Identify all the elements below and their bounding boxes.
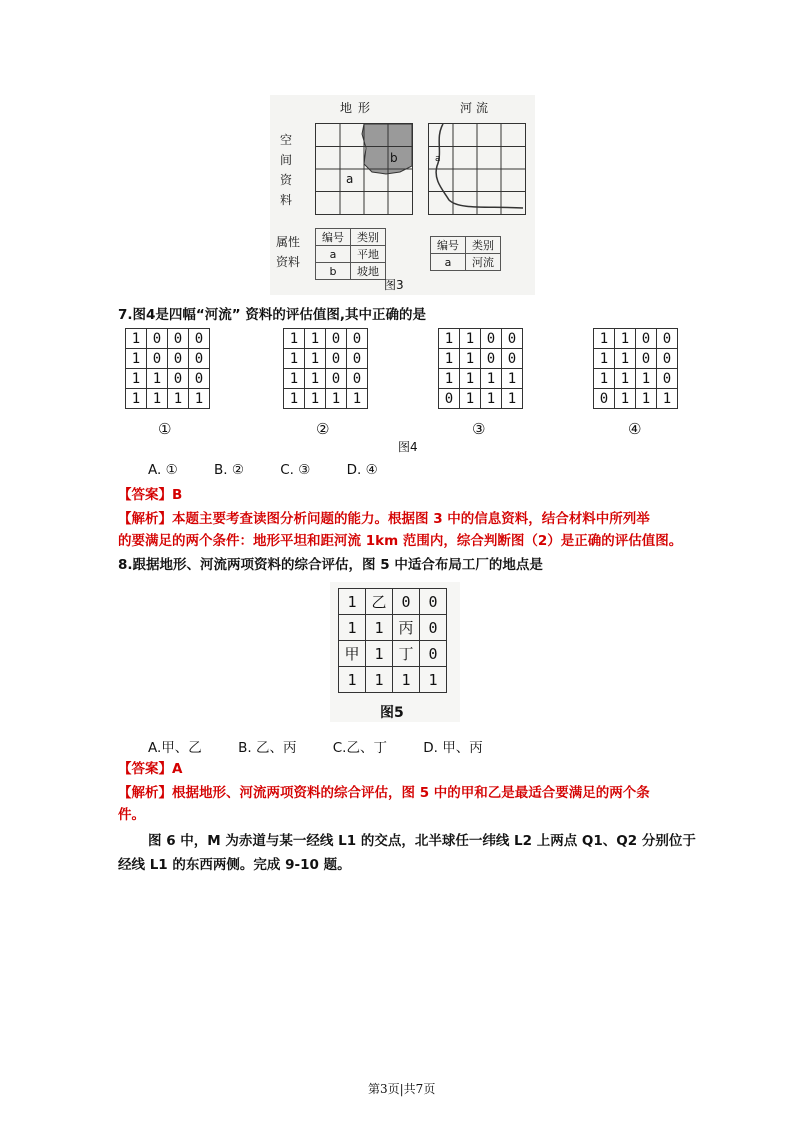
river-grid [428,123,526,215]
grid-cell: 0 [420,641,447,667]
fig3-title-terrain: 地形 [340,101,377,115]
side-char: 间 [280,153,293,167]
q8-text: 8.跟据地形、河流两项资料的综合评估，图 5 中适合布局工厂的地点是 [118,557,543,573]
terrain-map [316,124,412,214]
grid-cell: 0 [347,349,368,369]
grid-cell: 0 [168,369,189,389]
grid-cell: 1 [147,369,168,389]
grid-cell: 0 [168,349,189,369]
grid-cell: 1 [366,615,393,641]
grid-cell: 甲 [339,641,366,667]
grid-cell: 1 [460,329,481,349]
table-cell: b [316,263,351,280]
side-char: 空 [280,133,293,147]
grid-cell: 0 [657,329,678,349]
grid-cell: 1 [615,389,636,409]
option-c[interactable]: C. ③ [280,462,311,478]
grid-cell: 1 [126,349,147,369]
option-c[interactable]: C.乙、丁 [332,740,387,756]
option-d[interactable]: D. 甲、丙 [423,740,483,756]
grid-cell: 0 [189,329,210,349]
grid-cell: 1 [615,369,636,389]
grid-cell: 1 [366,667,393,693]
header-cell: 类别 [351,229,386,246]
grid-cell: 1 [339,589,366,615]
grid-cell: 1 [481,389,502,409]
grid-cell: 1 [636,369,657,389]
grid-cell: 1 [594,349,615,369]
option-a[interactable]: A. ① [148,462,178,478]
grid-cell: 1 [366,641,393,667]
side-attr-label: 资料 [276,255,301,269]
fig3-title-river: 河流 [460,101,493,115]
table-cell: a [316,246,351,263]
option-b[interactable]: B. ② [213,462,244,478]
terrain-grid [315,123,413,215]
grid-cell: 1 [284,349,305,369]
grid-cell: 1 [481,369,502,389]
fig3-caption: 图3 [384,278,404,292]
grid-cell: 1 [189,389,210,409]
q7-analysis-1: 【解析】本题主要考查读图分析问题的能力。根据图 3 中的信息资料，结合材料中所列举 [118,511,650,527]
option-b[interactable]: B. 乙、丙 [238,740,297,756]
grid-cell: 0 [439,389,460,409]
q8-answer: 【答案】A [118,761,183,777]
grid-cell: 0 [147,329,168,349]
grid-cell: 1 [284,389,305,409]
grid-cell: 1 [439,329,460,349]
grid-cell: 0 [481,349,502,369]
table-cell: 坡地 [351,263,386,280]
fig4-grid [125,328,210,409]
header-cell: 编号 [316,229,351,246]
header-cell: 编号 [431,237,466,254]
grid-cell: 0 [594,389,615,409]
grid-cell: 0 [347,369,368,389]
grid-cell: 1 [126,329,147,349]
grid-cell: 0 [502,329,523,349]
page-footer: 第3页|共7页 [368,1082,436,1096]
grid-cell: 1 [284,369,305,389]
grid-cell: 1 [636,389,657,409]
grid-cell: 丙 [393,615,420,641]
grid-cell: 0 [481,329,502,349]
grid-cell: 0 [168,329,189,349]
fig4-caption: 图4 [398,440,418,454]
grid-cell: 1 [347,389,368,409]
grid-cell: 0 [189,369,210,389]
terrain-label-a: a [346,172,354,186]
q8-options [148,736,515,756]
grid-cell: 0 [347,329,368,349]
terrain-attr-table [315,228,386,280]
grid-cell: 1 [439,349,460,369]
grid-cell: 1 [657,389,678,409]
grid-cell: 0 [326,369,347,389]
grid-cell: 0 [189,349,210,369]
grid-cell: 丁 [393,641,420,667]
q7-text: 7.图4是四幅“河流” 资料的评估值图,其中正确的是 [118,307,426,323]
grid-cell: 1 [460,389,481,409]
grid-cell: 1 [305,369,326,389]
fig4-grid-label: ① [158,420,172,438]
grid-cell: 0 [420,615,447,641]
q7-options [148,462,410,478]
table-cell: a [431,254,466,271]
grid-cell: 1 [502,389,523,409]
grid-cell: 1 [326,389,347,409]
grid-cell: 1 [126,389,147,409]
grid-cell: 1 [502,369,523,389]
grid-cell: 1 [284,329,305,349]
grid-cell: 1 [126,369,147,389]
side-char: 料 [280,193,293,207]
grid-cell: 0 [147,349,168,369]
q8-analysis-2: 件。 [118,807,145,823]
grid-cell: 1 [460,349,481,369]
river-attr-table [430,236,501,271]
grid-cell: 0 [420,589,447,615]
grid-cell: 0 [636,349,657,369]
fig4-grid [283,328,368,409]
grid-cell: 1 [420,667,447,693]
grid-cell: 0 [393,589,420,615]
fig4-grid-label: ③ [472,420,486,438]
side-attr-label: 属性 [276,235,301,249]
grid-cell: 1 [339,667,366,693]
fig5-grid [338,588,447,693]
grid-cell: 1 [594,369,615,389]
grid-cell: 1 [305,349,326,369]
grid-cell: 0 [657,349,678,369]
grid-cell: 1 [594,329,615,349]
q7-analysis-2: 的要满足的两个条件：地形平坦和距河流 1km 范围内，综合判断图（2）是正确的评估值图。 [118,533,683,549]
q8-analysis-1: 【解析】根据地形、河流两项资料的综合评估，图 5 中的甲和乙是最适合要满足的两个条 [118,785,650,801]
fig3-side-attr [276,232,300,272]
grid-cell: 1 [339,615,366,641]
q7-answer: 【答案】B [118,487,183,503]
grid-cell: 1 [460,369,481,389]
grid-cell: 1 [305,329,326,349]
grid-cell: 0 [326,329,347,349]
intro-line-2: 经线 L1 的东西两侧。完成 9-10 题。 [118,857,351,873]
grid-cell: 0 [657,369,678,389]
table-cell: 河流 [466,254,501,271]
river-map [429,124,525,214]
fig3-side-spatial [280,130,292,210]
grid-cell: 1 [439,369,460,389]
fig4-grid [438,328,523,409]
grid-cell: 0 [636,329,657,349]
grid-cell: 1 [168,389,189,409]
grid-cell: 乙 [366,589,393,615]
fig4-grid-label: ② [316,420,330,438]
river-label-a: a [435,154,441,164]
fig5-caption: 图5 [380,705,404,721]
option-d[interactable]: D. ④ [346,462,378,478]
option-a[interactable]: A.甲、乙 [148,740,202,756]
grid-cell: 1 [147,389,168,409]
grid-cell: 1 [305,389,326,409]
grid-cell: 1 [393,667,420,693]
table-cell: 平地 [351,246,386,263]
side-char: 资 [280,173,293,187]
grid-cell: 1 [615,329,636,349]
terrain-label-b: b [390,151,398,165]
fig4-grid-label: ④ [628,420,642,438]
fig4-grid [593,328,678,409]
grid-cell: 0 [502,349,523,369]
grid-cell: 0 [326,349,347,369]
header-cell: 类别 [466,237,501,254]
grid-cell: 1 [615,349,636,369]
intro-line-1: 图 6 中，M 为赤道与某一经线 L1 的交点，北半球任一纬线 L2 上两点 Q1、Q2 分别位于 [148,833,696,849]
